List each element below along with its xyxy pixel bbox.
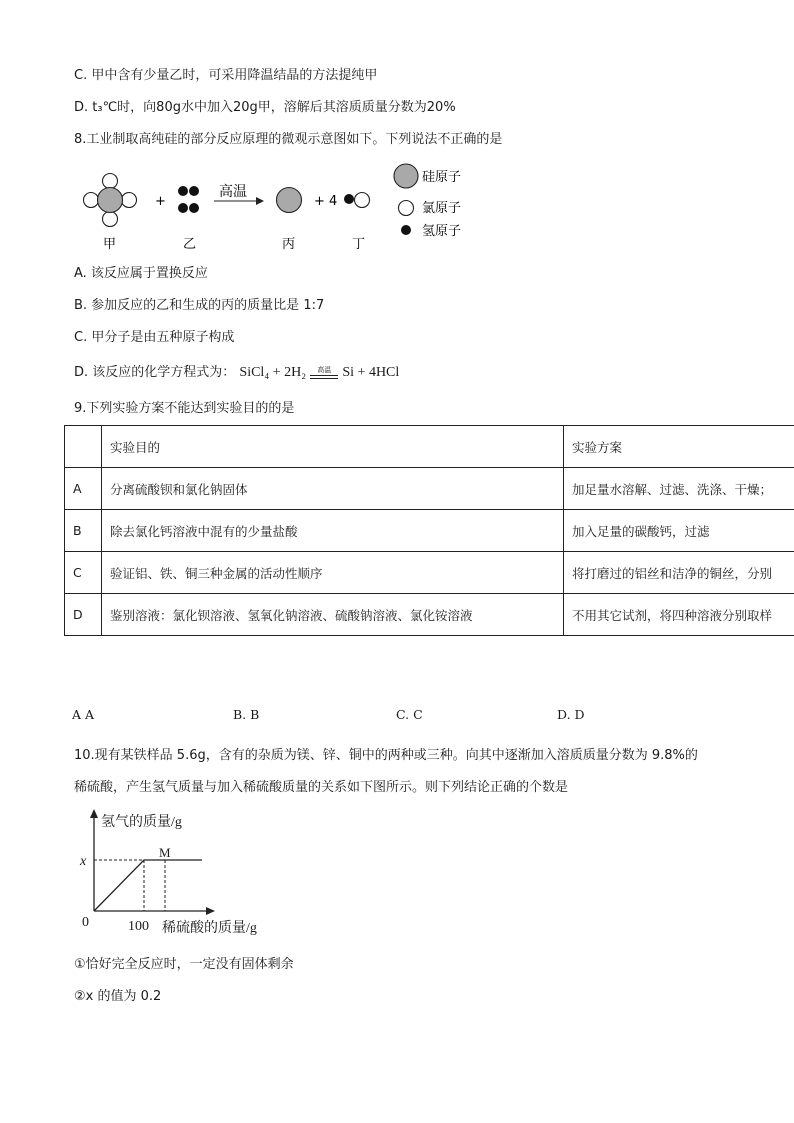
q7-option-c: C. 甲中含有少量乙时，可采用降温结晶的方法提纯甲 (74, 68, 378, 83)
table-cell: 验证铝、铁、铜三种金属的活动性顺序 (102, 552, 564, 594)
hydrogen-curve (94, 860, 202, 911)
label-jia: 甲 (103, 237, 117, 252)
table-row (65, 468, 794, 510)
table-cell: 将打磨过的铝丝和洁净的铜丝，分别 (564, 552, 794, 594)
legend (394, 164, 461, 239)
x-axis-label: 稀硫酸的质量/g (162, 921, 257, 936)
experiment-table (64, 425, 794, 636)
q9-option-a: A A (72, 707, 95, 722)
q8-reaction-diagram (70, 158, 490, 253)
table-cell: D (65, 594, 102, 636)
table-cell: 分离硫酸钡和氯化钠固体 (102, 468, 564, 510)
q9-option-d: D. D (557, 707, 585, 722)
q9-option-c: C. C (396, 707, 423, 722)
q10-stem-line2: 稀硫酸，产生氢气质量与加入稀硫酸质量的关系如下图所示。则下列结论正确的个数是 (74, 780, 569, 795)
origin-label: 0 (82, 915, 89, 930)
molecule-bing (277, 188, 302, 213)
label-bing: 丙 (282, 237, 296, 252)
q8-stem: 8.工业制取高纯硅的部分反应原理的微观示意图如下。下列说法不正确的是 (74, 132, 503, 147)
table-cell: 除去氯化钙溶液中混有的少量盐酸 (102, 510, 564, 552)
point-m-label: M (159, 845, 171, 860)
q8-option-d-prefix: D. 该反应的化学方程式为： (74, 365, 236, 380)
legend-chlorine: 氯原子 (422, 201, 462, 216)
table-cell: 加入足量的碳酸钙，过滤 (564, 510, 794, 552)
equation-right: Si + 4HCl (342, 365, 400, 380)
molecule-ding (344, 193, 370, 208)
q8-option-b: B. 参加反应的乙和生成的丙的质量比是 1:7 (74, 298, 325, 313)
molecule-jia (84, 174, 137, 227)
q8-option-d (74, 364, 399, 382)
table-row (65, 594, 794, 636)
legend-hydrogen: 氢原子 (422, 224, 462, 239)
q7-option-d: D. t₃℃时，向80g水中加入20g甲，溶解后其溶质质量分数为20% (74, 100, 456, 115)
label-yi: 乙 (183, 237, 197, 252)
table-row (65, 510, 794, 552)
equation-condition-label: 高温 (317, 365, 332, 374)
table-header-cell: 实验目的 (102, 426, 564, 468)
arrow-condition-label: 高温 (219, 184, 247, 200)
table-cell: C (65, 552, 102, 594)
equation-left: SiCl₄ + 2H₂ (239, 365, 307, 380)
label-ding: 丁 (352, 237, 366, 252)
q10-statement-1: ①恰好完全反应时，一定没有固体剩余 (74, 957, 294, 972)
y-axis-label: 氢气的质量/g (101, 815, 182, 830)
x-value-label: 100 (128, 919, 149, 934)
table-row (65, 552, 794, 594)
q8-option-c: C. 甲分子是由五种原子构成 (74, 330, 235, 345)
plus-sign: + (155, 194, 166, 209)
q9-option-b: B. B (233, 707, 260, 722)
y-value-label: x (80, 854, 87, 869)
table-header-cell: 实验方案 (564, 426, 794, 468)
q9-stem: 9.下列实验方案不能达到实验目的的是 (74, 401, 295, 416)
q8-option-a: A. 该反应属于置换反应 (74, 266, 208, 281)
table-header-cell (65, 426, 102, 468)
q10-statement-2: ②x 的值为 0.2 (74, 989, 162, 1004)
table-cell: B (65, 510, 102, 552)
table-cell: 不用其它试剂，将四种溶液分别取样 (564, 594, 794, 636)
table-cell: A (65, 468, 102, 510)
table-cell: 加足量水溶解、过滤、洗涤、干燥； (564, 468, 794, 510)
equation-condition (310, 367, 338, 379)
table-header (65, 426, 794, 468)
legend-silicon: 硅原子 (422, 170, 462, 185)
table-cell: 鉴别溶液：氯化钡溶液、氢氧化钠溶液、硫酸钠溶液、氯化铵溶液 (102, 594, 564, 636)
molecule-yi (178, 186, 199, 213)
q10-graph (74, 808, 294, 940)
reaction-arrow (214, 183, 264, 205)
q10-stem-line1: 10.现有某铁样品 5.6g，含有的杂质为镁、锌、铜中的两种或三种。向其中逐渐加入溶质质量分数为 9.8%的 (74, 748, 698, 763)
plus-four: + 4 (314, 194, 338, 209)
